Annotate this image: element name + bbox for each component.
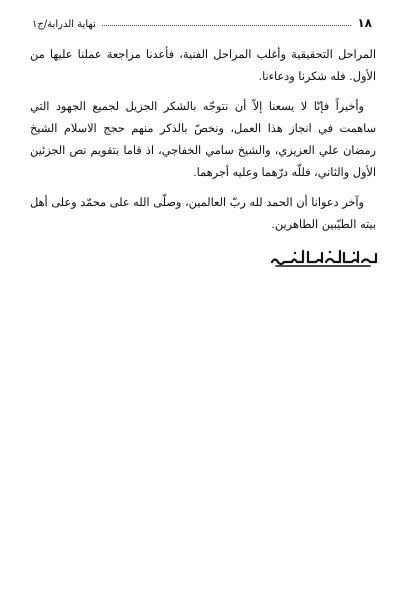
paragraph-3: وآخر دعوانا أن الحمد لله ربّ العالمين، وصلّى الله على محمّد وعلى أهل بيته الطيّبين الطاهرين. [30,196,376,231]
body-text [30,44,376,244]
header-dotted-rule [102,25,352,26]
paragraph-1: المراحل التحقيقية وأغلب المراحل الفنية، فأعدنا مراجعة عملنا عليها من الأول. فله شكرنا ودعاءنا. [30,48,376,83]
paragraph-2: وأخيراً فإنّا لا يسعنا إلاّ أن نتوجّه بالشكر الجزيل لجميع الجهود التي ساهمت في انجاز هذا العمل، ونخصّ بالذكر منهم حجج الاسلام الشيخ رمضان علي العزيزي، والشيخ سامي الخفاجي، اذ قاما بتقويم نص الجزئين الأول والثاني، فللّه درّهما وعليه أجرهما. [30,100,376,179]
institution-signature-calligraphy [270,247,380,269]
page-number: ١٨ [357,16,372,30]
page-header [32,12,372,30]
running-title: نهاية الدراية/ج١ [32,19,96,30]
calligraphy-logo-icon [270,247,380,269]
